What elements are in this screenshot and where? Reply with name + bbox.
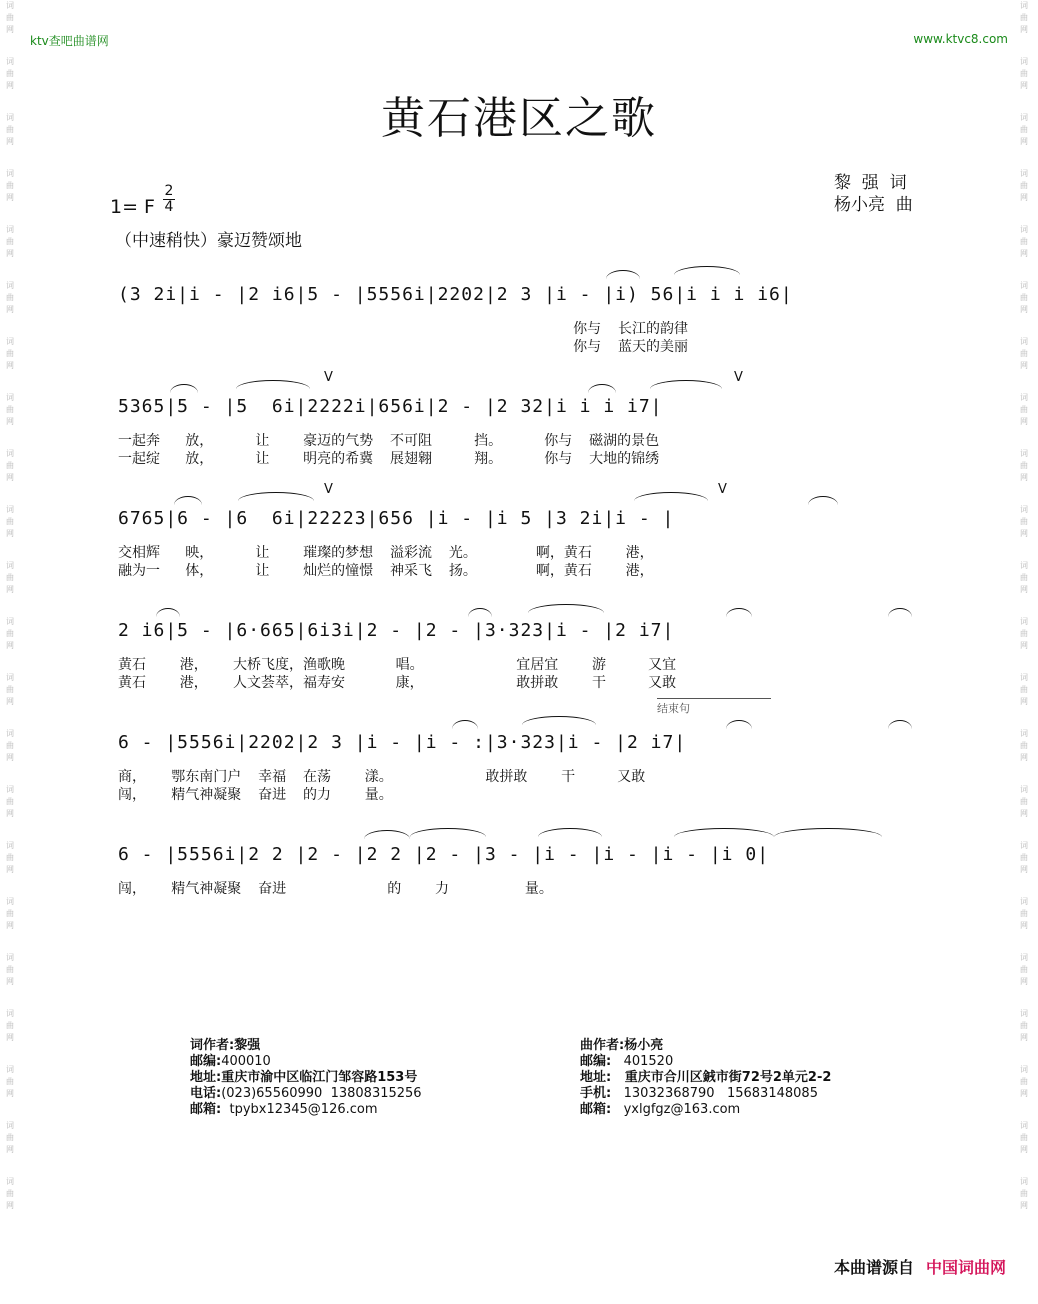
watermark-glyph: 网 bbox=[1020, 641, 1028, 650]
watermark-glyphs bbox=[2, 224, 18, 260]
watermark-glyphs bbox=[2, 336, 18, 372]
lyric-line-1: 交相辉 映， 让 璀璨的梦想 溢彩流 光。 啊，黄石 港， bbox=[118, 545, 654, 561]
watermark-glyph: 词 bbox=[6, 561, 14, 570]
watermark-glyph: 曲 bbox=[6, 797, 14, 806]
watermark-glyphs bbox=[1016, 784, 1032, 820]
notes-text: 6 - |5556i|2 2 |2 - |2 2 |2 - |3 - |i - |i - |i - |i 0| bbox=[118, 844, 770, 865]
watermark-glyph: 网 bbox=[6, 193, 14, 202]
notes-text: 6765|6 - |6 6i|22223|656 |i - |i 5 |3 2i|i - | bbox=[118, 508, 675, 529]
lyric-line-1: 商， 鄂东南门户 幸福 在荡 漾。 敢拼敢 干 又敢 bbox=[118, 769, 646, 785]
watermark-glyph: 网 bbox=[6, 1033, 14, 1042]
slur bbox=[236, 380, 310, 389]
watermark-glyph: 词 bbox=[1020, 225, 1028, 234]
watermark-glyph: 网 bbox=[6, 249, 14, 258]
mobile-value: 13032368790 15683148085 bbox=[611, 1086, 818, 1101]
source-label: 本曲谱源自 bbox=[833, 1258, 914, 1277]
tempo-marking: （中速稍快）豪迈赞颂地 bbox=[115, 231, 302, 251]
watermark-glyphs bbox=[2, 1064, 18, 1100]
watermark-glyph: 曲 bbox=[1020, 181, 1028, 190]
watermark-glyph: 词 bbox=[1020, 1177, 1028, 1186]
composer-contact bbox=[580, 1038, 831, 1118]
slur bbox=[452, 720, 478, 729]
watermark-glyph: 词 bbox=[1020, 561, 1028, 570]
notes-text: 2 i6|5 - |6·665|6i3i|2 - |2 - |3·323|i - |2 i7| bbox=[118, 620, 675, 641]
watermark-glyph: 网 bbox=[1020, 753, 1028, 762]
zip-label: 邮编: bbox=[580, 1054, 612, 1069]
meter-top: 2 bbox=[164, 183, 174, 199]
watermark-glyph: 曲 bbox=[1020, 517, 1028, 526]
slur bbox=[674, 266, 740, 275]
watermark-glyphs bbox=[1016, 1064, 1032, 1100]
watermark-glyph: 词 bbox=[6, 1121, 14, 1130]
watermark-glyph: 词 bbox=[6, 393, 14, 402]
watermark-glyph: 词 bbox=[1020, 841, 1028, 850]
address-value: 重庆市渝中区临江门邹容路153号 bbox=[221, 1070, 418, 1085]
watermark-glyph: 词 bbox=[1020, 1, 1028, 10]
watermark-glyphs bbox=[2, 168, 18, 204]
lyricist-contact bbox=[190, 1038, 422, 1118]
slur bbox=[606, 270, 640, 279]
time-signature bbox=[162, 184, 176, 215]
watermark-glyph: 网 bbox=[6, 641, 14, 650]
watermark-glyph: 词 bbox=[1020, 729, 1028, 738]
credits bbox=[834, 172, 913, 216]
watermark-glyph: 词 bbox=[1020, 785, 1028, 794]
watermark-glyphs bbox=[1016, 336, 1032, 372]
address-label: 地址: bbox=[580, 1070, 612, 1085]
watermark-glyphs bbox=[1016, 616, 1032, 652]
watermark-glyphs bbox=[2, 672, 18, 708]
composer-name: 杨小亮 bbox=[624, 1038, 664, 1053]
composer-label: 曲作者: bbox=[580, 1038, 625, 1053]
watermark-glyph: 网 bbox=[6, 529, 14, 538]
watermark-glyphs bbox=[2, 1120, 18, 1156]
slur bbox=[650, 380, 722, 389]
notation-line bbox=[118, 370, 933, 422]
watermark-glyph: 词 bbox=[1020, 57, 1028, 66]
watermark-glyph: 网 bbox=[6, 417, 14, 426]
watermark-glyph: 曲 bbox=[1020, 405, 1028, 414]
watermark-glyph: 词 bbox=[1020, 673, 1028, 682]
watermark-glyph: 网 bbox=[6, 697, 14, 706]
watermark-glyph: 网 bbox=[1020, 81, 1028, 90]
watermark-glyph: 网 bbox=[1020, 921, 1028, 930]
watermark-glyph: 曲 bbox=[1020, 965, 1028, 974]
watermark-glyph: 网 bbox=[6, 473, 14, 482]
slur bbox=[888, 608, 912, 617]
watermark-glyphs bbox=[2, 0, 18, 36]
watermark-glyphs bbox=[2, 896, 18, 932]
watermark-glyph: 曲 bbox=[1020, 293, 1028, 302]
watermark-glyph: 曲 bbox=[6, 1133, 14, 1142]
ending-phrase-note: 结束句 bbox=[657, 698, 771, 716]
watermark-glyph: 曲 bbox=[6, 69, 14, 78]
watermark-glyphs bbox=[1016, 560, 1032, 596]
watermark-glyphs bbox=[1016, 280, 1032, 316]
watermark-glyphs bbox=[2, 840, 18, 876]
watermark-glyph: 网 bbox=[6, 1201, 14, 1210]
lyric-line-1: 黄石 港， 大桥飞度，渔歌晚 唱。 宜居宜 游 又宜 bbox=[118, 657, 677, 673]
watermark-glyphs bbox=[2, 448, 18, 484]
zip-value: 401520 bbox=[611, 1054, 674, 1069]
watermark-glyph: 曲 bbox=[1020, 797, 1028, 806]
watermark-glyph: 曲 bbox=[6, 909, 14, 918]
watermark-glyph: 网 bbox=[6, 809, 14, 818]
site-url-right: www.ktvc8.com bbox=[913, 32, 1008, 46]
slur bbox=[528, 604, 604, 613]
email-value: yxlgfgz@163.com bbox=[611, 1102, 741, 1117]
watermark-glyph: 曲 bbox=[6, 181, 14, 190]
watermark-glyph: 曲 bbox=[1020, 685, 1028, 694]
watermark-glyph: 曲 bbox=[1020, 461, 1028, 470]
breath-mark: V bbox=[324, 482, 333, 497]
lyric-line-2: 融为一 体， 让 灿烂的憧憬 神采飞 扬。 啊，黄石 港， bbox=[118, 563, 654, 579]
watermark-glyph: 网 bbox=[1020, 305, 1028, 314]
site-name-left: ktv查吧曲谱网 bbox=[30, 34, 109, 48]
watermark-glyphs bbox=[2, 616, 18, 652]
watermark-glyph: 网 bbox=[6, 977, 14, 986]
notes-text: (3 2i|i - |2 i6|5 - |5556i|2202|2 3 |i - |i) 56|i i i i6| bbox=[118, 284, 793, 305]
zip-label: 邮编: bbox=[190, 1054, 222, 1069]
watermark-glyph: 曲 bbox=[6, 349, 14, 358]
watermark-glyph: 曲 bbox=[6, 13, 14, 22]
watermark-glyph: 曲 bbox=[1020, 1189, 1028, 1198]
breath-mark: V bbox=[734, 370, 743, 385]
watermark-glyphs bbox=[1016, 168, 1032, 204]
slur bbox=[726, 608, 752, 617]
watermark-glyph: 词 bbox=[6, 729, 14, 738]
watermark-glyph: 词 bbox=[1020, 953, 1028, 962]
watermark-glyph: 网 bbox=[1020, 249, 1028, 258]
watermark-glyph: 网 bbox=[1020, 1089, 1028, 1098]
watermark-glyph: 词 bbox=[1020, 617, 1028, 626]
watermark-glyph: 网 bbox=[1020, 473, 1028, 482]
lyric-line-1: 你与 长江的韵律 bbox=[118, 321, 689, 337]
slur bbox=[888, 720, 912, 729]
watermark-glyph: 曲 bbox=[6, 461, 14, 470]
watermark-glyph: 网 bbox=[1020, 417, 1028, 426]
watermark-glyph: 词 bbox=[6, 225, 14, 234]
watermark-glyph: 词 bbox=[6, 1009, 14, 1018]
watermark-glyph: 词 bbox=[6, 953, 14, 962]
watermark-glyph: 词 bbox=[6, 617, 14, 626]
watermark-glyph: 词 bbox=[6, 841, 14, 850]
slur bbox=[774, 828, 882, 837]
email-label: 邮箱: bbox=[190, 1102, 222, 1117]
watermark-glyph: 词 bbox=[6, 1065, 14, 1074]
watermark-glyph: 网 bbox=[6, 81, 14, 90]
watermark-glyph: 曲 bbox=[6, 629, 14, 638]
watermark-glyphs bbox=[2, 392, 18, 428]
meter-bottom: 4 bbox=[164, 199, 174, 215]
watermark-glyph: 词 bbox=[1020, 281, 1028, 290]
watermark-glyph: 词 bbox=[1020, 169, 1028, 178]
slur bbox=[410, 828, 486, 837]
watermark-glyph: 曲 bbox=[1020, 629, 1028, 638]
composer-credit: 杨小亮 曲 bbox=[834, 195, 913, 215]
watermark-glyph: 网 bbox=[6, 1145, 14, 1154]
watermark-glyph: 曲 bbox=[6, 1021, 14, 1030]
lyric-line-2: 一起绽 放， 让 明亮的希冀 展翅翱 翔。 你与 大地的锦绣 bbox=[118, 451, 660, 467]
watermark-glyph: 曲 bbox=[6, 965, 14, 974]
watermark-glyph: 曲 bbox=[1020, 1021, 1028, 1030]
watermark-glyph: 词 bbox=[1020, 1009, 1028, 1018]
watermark-glyph: 曲 bbox=[1020, 573, 1028, 582]
watermark-glyphs bbox=[2, 280, 18, 316]
lyricist-name: 黎强 bbox=[234, 1038, 261, 1053]
watermark-glyph: 词 bbox=[1020, 505, 1028, 514]
watermark-glyph: 曲 bbox=[6, 517, 14, 526]
lyric-line-1: 闯， 精气神凝聚 奋进 的 力 量。 bbox=[118, 881, 553, 897]
watermark-glyphs bbox=[1016, 728, 1032, 764]
key-signature: 1= F bbox=[110, 196, 155, 218]
watermark-glyph: 曲 bbox=[1020, 69, 1028, 78]
breath-mark: V bbox=[324, 370, 333, 385]
watermark-glyph: 网 bbox=[1020, 1033, 1028, 1042]
watermark-glyph: 网 bbox=[1020, 137, 1028, 146]
watermark-glyph: 网 bbox=[1020, 977, 1028, 986]
watermark-glyphs bbox=[2, 952, 18, 988]
watermark-glyph: 词 bbox=[1020, 113, 1028, 122]
watermark-glyph: 词 bbox=[1020, 393, 1028, 402]
watermark-glyphs bbox=[1016, 504, 1032, 540]
watermark-glyphs bbox=[1016, 1176, 1032, 1212]
lyric-line-2: 你与 蓝天的美丽 bbox=[118, 339, 689, 355]
watermark-glyphs bbox=[2, 1176, 18, 1212]
watermark-glyphs bbox=[1016, 1008, 1032, 1044]
watermark-glyph: 曲 bbox=[6, 573, 14, 582]
slur bbox=[468, 608, 492, 617]
notation-line bbox=[118, 482, 933, 534]
watermark-glyph: 词 bbox=[6, 897, 14, 906]
watermark-glyph: 词 bbox=[6, 1, 14, 10]
watermark-glyph: 网 bbox=[6, 1089, 14, 1098]
watermark-glyph: 网 bbox=[1020, 1201, 1028, 1210]
phone-value: (023)65560990 13808315256 bbox=[221, 1086, 422, 1101]
watermark-glyph: 曲 bbox=[1020, 909, 1028, 918]
watermark-glyph: 网 bbox=[1020, 697, 1028, 706]
watermark-glyphs bbox=[2, 784, 18, 820]
watermark-glyph: 曲 bbox=[6, 125, 14, 134]
watermark-glyph: 网 bbox=[6, 921, 14, 930]
breath-mark: V bbox=[718, 482, 727, 497]
notes-text: 5365|5 - |5 6i|2222i|656i|2 - |2 32|i i i i7| bbox=[118, 396, 663, 417]
mobile-label: 手机: bbox=[580, 1086, 612, 1101]
watermark-glyph: 曲 bbox=[1020, 1133, 1028, 1142]
watermark-glyphs bbox=[1016, 896, 1032, 932]
watermark-glyph: 网 bbox=[1020, 529, 1028, 538]
watermark-glyphs bbox=[1016, 224, 1032, 260]
watermark-glyph: 词 bbox=[6, 169, 14, 178]
phone-label: 电话: bbox=[190, 1086, 222, 1101]
watermark-glyph: 网 bbox=[6, 137, 14, 146]
watermark-glyph: 网 bbox=[1020, 865, 1028, 874]
watermark-glyph: 网 bbox=[1020, 25, 1028, 34]
lyric-line-1: 一起奔 放， 让 豪迈的气势 不可阻 挡。 你与 磁湖的景色 bbox=[118, 433, 660, 449]
watermark-glyph: 词 bbox=[1020, 897, 1028, 906]
lyric-line-2: 闯， 精气神凝聚 奋进 的力 量。 bbox=[118, 787, 393, 803]
watermark-glyph: 曲 bbox=[1020, 349, 1028, 358]
notation-line bbox=[118, 280, 933, 310]
watermark-glyph: 曲 bbox=[1020, 1077, 1028, 1086]
address-label: 地址: bbox=[190, 1070, 222, 1085]
watermark-glyph: 网 bbox=[6, 585, 14, 594]
slur bbox=[156, 608, 180, 617]
watermark-glyph: 曲 bbox=[1020, 125, 1028, 134]
watermark-glyph: 词 bbox=[1020, 1121, 1028, 1130]
watermark-glyphs bbox=[2, 504, 18, 540]
email-label: 邮箱: bbox=[580, 1102, 612, 1117]
right-watermark-strip bbox=[1016, 0, 1032, 1304]
watermark-glyph: 曲 bbox=[1020, 13, 1028, 22]
slur bbox=[538, 828, 602, 837]
watermark-glyph: 词 bbox=[6, 673, 14, 682]
slur bbox=[522, 716, 596, 725]
watermark-glyph: 网 bbox=[6, 865, 14, 874]
watermark-glyph: 词 bbox=[6, 785, 14, 794]
lyric-line-2: 黄石 港， 人文荟萃，福寿安 康， 敢拼敢 干 又敢 bbox=[118, 675, 677, 691]
notation-line bbox=[118, 840, 933, 870]
slur bbox=[634, 492, 708, 501]
slur bbox=[174, 496, 202, 505]
watermark-glyph: 曲 bbox=[1020, 853, 1028, 862]
notation-line bbox=[118, 616, 933, 646]
slur bbox=[238, 492, 314, 501]
notation-line bbox=[118, 728, 933, 758]
watermark-glyph: 曲 bbox=[1020, 237, 1028, 246]
watermark-glyph: 词 bbox=[1020, 449, 1028, 458]
watermark-glyphs bbox=[1016, 672, 1032, 708]
watermark-glyphs bbox=[1016, 0, 1032, 36]
slur bbox=[364, 830, 410, 839]
slur bbox=[170, 384, 198, 393]
watermark-glyphs bbox=[2, 1008, 18, 1044]
zip-value: 400010 bbox=[221, 1054, 271, 1069]
watermark-glyph: 曲 bbox=[6, 1077, 14, 1086]
watermark-glyphs bbox=[2, 560, 18, 596]
watermark-glyph: 词 bbox=[6, 57, 14, 66]
slur bbox=[726, 720, 752, 729]
watermark-glyphs bbox=[2, 728, 18, 764]
watermark-glyph: 词 bbox=[1020, 1065, 1028, 1074]
watermark-glyph: 词 bbox=[6, 337, 14, 346]
watermark-glyph: 网 bbox=[1020, 1145, 1028, 1154]
watermark-glyph: 词 bbox=[1020, 337, 1028, 346]
source-brand-link[interactable]: 中国词曲网 bbox=[925, 1258, 1006, 1277]
watermark-glyph: 词 bbox=[6, 1177, 14, 1186]
watermark-glyph: 词 bbox=[6, 449, 14, 458]
watermark-glyphs bbox=[1016, 1120, 1032, 1156]
watermark-glyphs bbox=[1016, 448, 1032, 484]
lyricist-label: 词作者: bbox=[190, 1038, 235, 1053]
watermark-glyph: 曲 bbox=[6, 741, 14, 750]
watermark-glyph: 网 bbox=[6, 361, 14, 370]
left-watermark-strip bbox=[2, 0, 18, 1304]
watermark-glyph: 曲 bbox=[6, 685, 14, 694]
watermark-glyph: 词 bbox=[6, 113, 14, 122]
watermark-glyph: 网 bbox=[1020, 193, 1028, 202]
slur bbox=[808, 496, 838, 505]
notes-text: 6 - |5556i|2202|2 3 |i - |i - :|3·323|i - |2 i7| bbox=[118, 732, 687, 753]
email-value: tpybx12345@126.com bbox=[221, 1102, 378, 1117]
watermark-glyph: 曲 bbox=[6, 1189, 14, 1198]
lyricist-credit: 黎 强 词 bbox=[834, 173, 907, 193]
watermark-glyph: 网 bbox=[1020, 809, 1028, 818]
watermark-glyph: 词 bbox=[6, 281, 14, 290]
slur bbox=[674, 828, 774, 837]
watermark-glyphs bbox=[1016, 952, 1032, 988]
slur bbox=[588, 384, 616, 393]
watermark-glyphs bbox=[1016, 840, 1032, 876]
watermark-glyph: 网 bbox=[6, 25, 14, 34]
watermark-glyph: 网 bbox=[6, 753, 14, 762]
watermark-glyph: 词 bbox=[6, 505, 14, 514]
watermark-glyph: 曲 bbox=[6, 405, 14, 414]
watermark-glyph: 网 bbox=[1020, 361, 1028, 370]
address-value: 重庆市合川区銊市街72号2单元2-2 bbox=[611, 1070, 832, 1085]
watermark-glyph: 曲 bbox=[6, 853, 14, 862]
watermark-glyph: 曲 bbox=[6, 237, 14, 246]
watermark-glyphs bbox=[1016, 392, 1032, 428]
source-credit bbox=[834, 1255, 1006, 1278]
watermark-glyph: 网 bbox=[6, 305, 14, 314]
watermark-glyph: 网 bbox=[1020, 585, 1028, 594]
watermark-glyph: 曲 bbox=[1020, 741, 1028, 750]
watermark-glyph: 曲 bbox=[6, 293, 14, 302]
song-title: 黄石港区之歌 bbox=[381, 93, 657, 144]
